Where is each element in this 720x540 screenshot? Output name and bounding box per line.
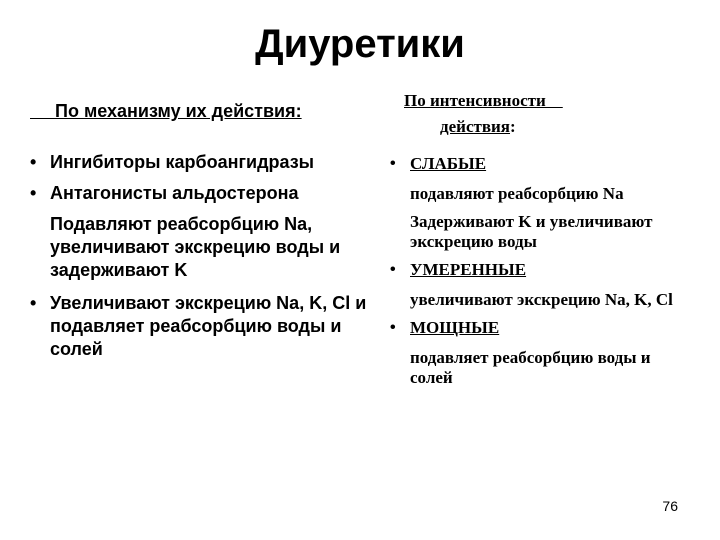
category-label: СЛАБЫЕ [410, 154, 487, 173]
right-heading-colon: : [510, 117, 516, 136]
list-item-description: увеличивают экскрецию Na, K, Cl [410, 290, 673, 309]
list-item-description: подавляют реабсорбцию Na [410, 184, 624, 203]
list-item-description: Задерживают K и увеличивают экскрецию воды [410, 212, 653, 251]
left-column [30, 100, 390, 369]
slide-title: Диуретики [255, 22, 465, 66]
right-heading-line2: действия [440, 117, 511, 136]
list-item-description: Подавляют реабсорбцию Na, увеличивают экскрецию воды и задерживают K [50, 214, 341, 280]
list-item [390, 318, 690, 338]
right-column-heading [404, 88, 690, 140]
list-item [390, 260, 690, 280]
left-column-heading: По механизму их действия: [30, 101, 302, 121]
list-item-description: подавляет реабсорбцию воды и солей [410, 348, 651, 387]
page-number: 76 [662, 498, 678, 514]
mechanism-list [30, 151, 390, 361]
list-item: • Увеличивают экскрецию Na, K, Cl и подавляет реабсорбцию воды и солей [30, 292, 390, 361]
list-item: • Антагонисты альдостерона [30, 182, 390, 205]
right-heading-line1: По интенсивности [404, 91, 563, 110]
category-label: УМЕРЕННЫЕ [410, 260, 527, 279]
right-column [390, 88, 690, 396]
category-label: МОЩНЫЕ [410, 318, 500, 337]
list-item: • Ингибиторы карбоангидразы [30, 151, 390, 174]
intensity-list [390, 154, 690, 388]
list-item [390, 154, 690, 174]
